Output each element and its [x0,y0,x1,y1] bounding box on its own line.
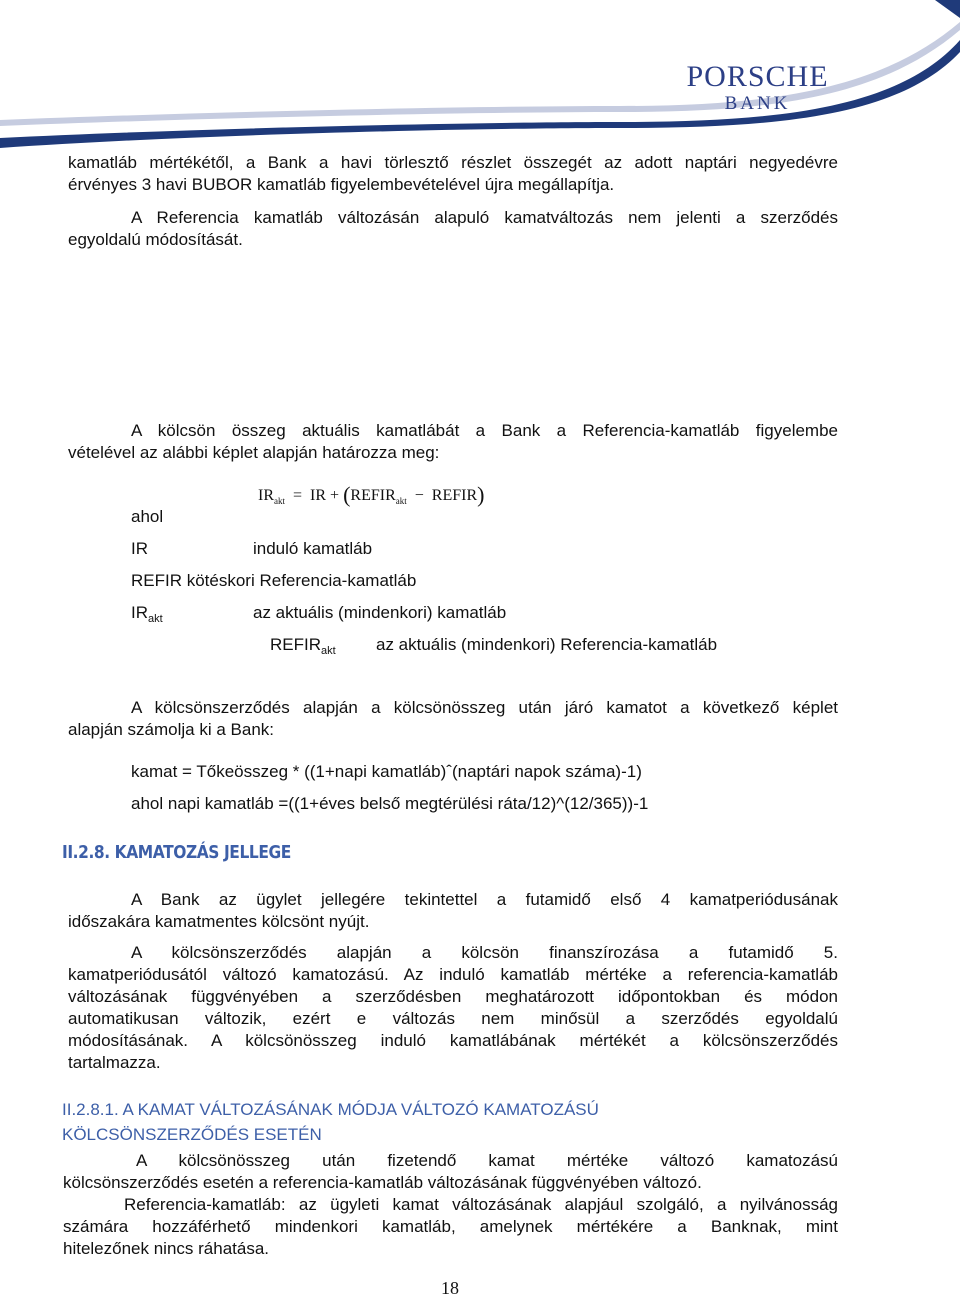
bank-logo-text: BANK [724,93,791,114]
paragraph-5-line-2: időszakára kamatmentes kölcsönt nyújt. [68,912,370,931]
paragraph-1-line-2: érvényes 3 havi BUBOR kamatláb figyelembevételével újra megállapítja. [68,175,615,194]
paragraph-7-line-2: kölcsönszerződés esetén a referencia-kamatláb változásának függvényében változó. [63,1173,702,1192]
paragraph-1-line-1: kamatláb mértékétől, a Bank a havi törlesztő részlet összegét az adott naptári negyedévre [68,153,838,172]
definition-refirakt-label: $REFIR_{akt}$ [270,635,336,657]
paragraph-3-line-1: A kölcsön összeg aktuális kamatlábát a Bank a Referencia-kamatláb figyelembe [131,421,838,440]
subsection-heading-line-1: II.2.8.1. A KAMAT VÁLTOZÁSÁNAK MÓDJA VÁLTOZÓ KAMATOZÁSÚ [62,1100,599,1119]
interest-rate-formula: $IR_{akt}$ = IR + ($REFIR_{akt}$ − REFIR) [258,482,485,507]
paragraph-8-line-2: számára hozzáférhető mindenkori kamatláb, amelynek mértékére a Banknak, mint [63,1217,838,1236]
definition-ir-desc: induló kamatláb [253,539,373,558]
paragraph-2-line-1: A Referencia kamatláb változásán alapuló kamatváltozás nem jelenti a szerződés [131,208,838,227]
section-heading-kamatozas-jellege: II.2.8. KAMATOZÁS JELLEGE [62,842,291,863]
paragraph-6-line-1: A kölcsönszerződés alapján a kölcsön finanszírozása a futamidő 5. [131,943,838,962]
porsche-logo-text: PORSCHE [686,60,829,93]
paragraph-2-line-2: egyoldalú módosítását. [68,230,243,249]
paragraph-6-line-5: módosításának. A kölcsönösszeg induló kamatlábának mértékét a kölcsönszerződés [68,1031,838,1050]
paragraph-3-line-2: vételével az alábbi képlet alapján határozza meg: [68,443,440,462]
definitions-ahol: ahol [131,507,164,526]
subsection-heading-line-2: KÖLCSÖNSZERZŐDÉS ESETÉN [62,1125,322,1144]
paragraph-6-line-3: változásának függvényében a szerződésben meghatározott időpontokban és módon [68,987,838,1006]
paragraph-5-line-1: A Bank az ügylet jellegére tekintettel a futamidő első 4 kamatperiódusának [131,890,838,909]
definition-refirakt-desc: az aktuális (mindenkori) Referencia-kamatláb [376,635,718,654]
paragraph-6-line-4: automatikusan változik, ezért e változás nem minősül a szerződés egyoldalú [68,1009,838,1028]
interest-formula-2: ahol napi kamatláb =((1+éves belső megtérülési ráta/12)^(12/365))-1 [131,794,649,813]
definition-ir-label: IR [131,539,148,558]
definition-refir: REFIR kötéskori Referencia-kamatláb [131,571,417,590]
paragraph-8-line-3: hitelezőnek nincs ráhatása. [63,1239,270,1258]
definition-irakt-label: $IR_{akt}$ [131,603,163,625]
definition-irakt-desc: az aktuális (mindenkori) kamatláb [253,603,507,622]
paragraph-8-line-1: Referencia-kamatláb: az ügyleti kamat változásának alapjául szolgáló, a nyilvánosság [124,1195,838,1214]
page-number: 18 [441,1278,459,1298]
paragraph-7-line-1: A kölcsönösszeg után fizetendő kamat mértéke változó kamatozású [136,1151,838,1170]
paragraph-4-line-1: A kölcsönszerződés alapján a kölcsönösszeg után járó kamatot a következő képlet [131,698,838,717]
paragraph-4-line-2: alapján számolja ki a Bank: [68,720,275,739]
interest-formula-1: kamat = Tőkeösszeg * ((1+napi kamatláb)ˆ(naptári napok száma)-1) [131,762,642,781]
paragraph-6-line-6: tartalmazza. [68,1053,161,1072]
paragraph-6-line-2: kamatperiódusától változó kamatozású. Az induló kamatláb mértéke a referencia-kamatláb [68,965,838,984]
